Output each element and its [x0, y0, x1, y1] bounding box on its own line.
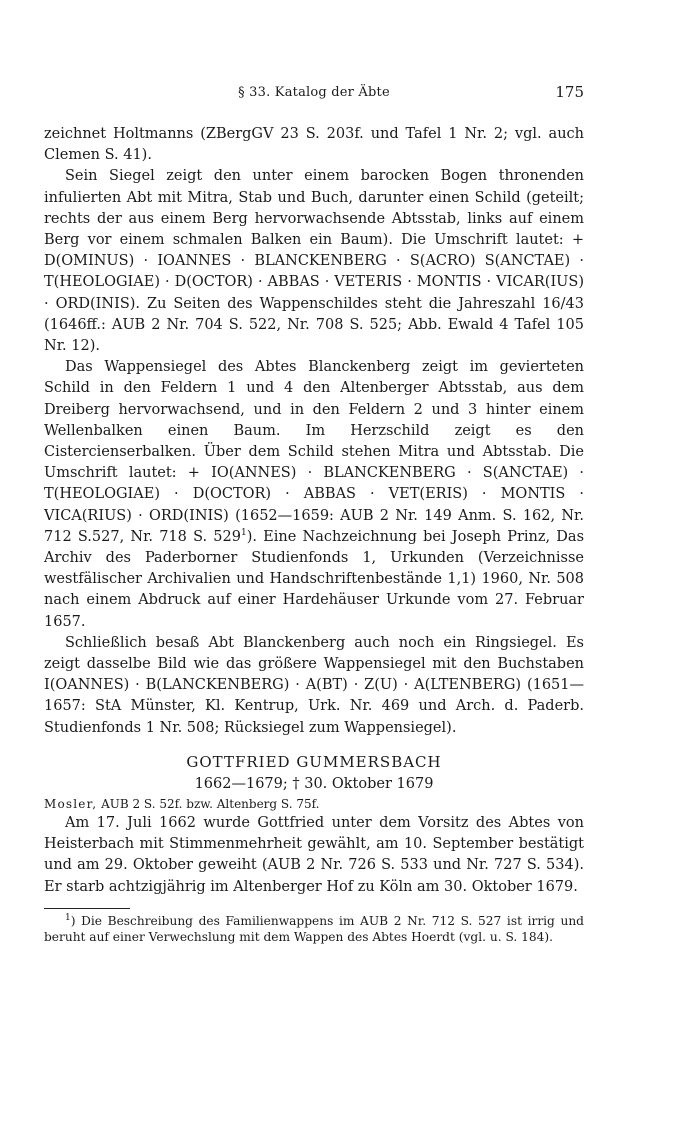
main-text [44, 124, 584, 946]
footnote-text: ) Die Beschreibung des Familienwappens im AUB 2 Nr. 712 S. 527 ist irrig und beruht auf einer Verwechslung mit dem Wappen des Abtes Hoerdt (vgl. u. S. 184). [44, 913, 584, 945]
abbot-name: GOTTFRIED GUMMERSBACH [186, 752, 442, 771]
paragraph-coat-of-arms-seal [44, 357, 584, 633]
literature-author: Mosler, [44, 796, 98, 811]
footnote-mark: 1 [65, 912, 71, 923]
footnote-reference[interactable]: 1 [240, 528, 247, 539]
footnote [44, 913, 584, 946]
literature-source: AUB 2 S. 52f. bzw. Altenberg S. 75f. [97, 796, 320, 811]
paragraph-ring-seal: Schließlich besaß Abt Blanckenberg auch noch ein Ringsiegel. Es zeigt dasselbe Bild wie das größere Wappensiegel mit den Buchstaben I(OANNES) · B(LANCKENBERG) · A(BT) · Z(U) · A(LTENBERG) (1651—1657: StA Münster, Kl. Kentrup, Urk. Nr. 469 und Arch. d. Paderb. Studienfonds 1 Nr. 508; Rücksiegel zum Wappensiegel). [44, 634, 584, 736]
paragraph-coat-of-arms-text: Das Wappensiegel des Abtes Blanckenberg zeigt im gevierteten Schild in den Feldern 1 und 4 den Altenberger Abtsstab, aus dem Dreiberg hervorwachsend, und in den Feldern 2 und 3 hinter einem Wellenbalken einen Baum. Im Herzschild zeigt es den Cistercienserbalken. Über dem Schild stehen Mitra und Abtsstab. Die Umschrift lautet: + IO(ANNES) · BLANCKENBERG · S(ANCTAE) · T(HEOLOGIAE) · D(OCTOR) · ABBAS · VET(ERIS) · MONTIS · VICA(RIUS) · ORD(INIS) (1652—1659: AUB 2 Nr. 149 Anm. S. 162, Nr. 712 S.527, Nr. 718 S. 529 [44, 359, 584, 545]
abbot-entry-heading [44, 751, 584, 795]
abbot-entry-text: Am 17. Juli 1662 wurde Gottfried unter dem Vorsitz des Abtes von Heisterbach mit Stimmenmehrheit gewählt, am 10. September bestätigt und am 29. Oktober geweiht (AUB 2 Nr. 726 S. 533 und Nr. 727 S. 534). Er starb achtzigjährig im Altenberger Hof zu Köln am 30. Oktober 1679. [44, 814, 584, 895]
paragraph-seal: Sein Siegel zeigt den unter einem barocken Bogen thronenden infulierten Abt mit Mitra, Stab und Buch, darunter einen Schild (geteilt; rechts der aus einem Berg hervorwachsende Abtsstab, links auf einem Berg vor einem schmalen Balken ein Baum). Die Umschrift lautet: + D(OMINUS) · IOANNES · BLANCKENBERG · S(ACRO) S(ANCTAE) · T(HEOLOGIAE) · D(OCTOR) · ABBAS · VETERIS · MONTIS · VICAR(IUS) · ORD(INIS). Zu Seiten des Wappenschildes steht die Jahreszahl 16/43 (1646ff.: AUB 2 Nr. 704 S. 522, Nr. 708 S. 525; Abb. Ewald 4 Tafel 105 Nr. 12). [44, 168, 584, 355]
running-header [44, 85, 584, 107]
footnote-divider [44, 908, 130, 909]
paragraph-continuation: zeichnet Holtmanns (ZBergGV 23 S. 203f. und Tafel 1 Nr. 2; vgl. auch Clemen S. 41). [44, 126, 584, 164]
running-title: § 33. Katalog der Äbte [238, 85, 390, 100]
literature-reference [44, 795, 584, 813]
abbot-dates: 1662—1679; † 30. Oktober 1679 [194, 775, 434, 792]
page-number: 175 [555, 83, 584, 101]
paragraph-coat-of-arms-tail: ). Eine Nachzeichnung bei Joseph Prinz, Das Archiv des Paderborner Studienfonds 1, Urkunden (Verzeichnisse westfälischer Archivalien und Handschriftenbestände 1,1) 1960, Nr. 508 nach einem Abdruck auf einer Hardehäuser Urkunde vom 27. Februar 1657. [44, 528, 585, 630]
